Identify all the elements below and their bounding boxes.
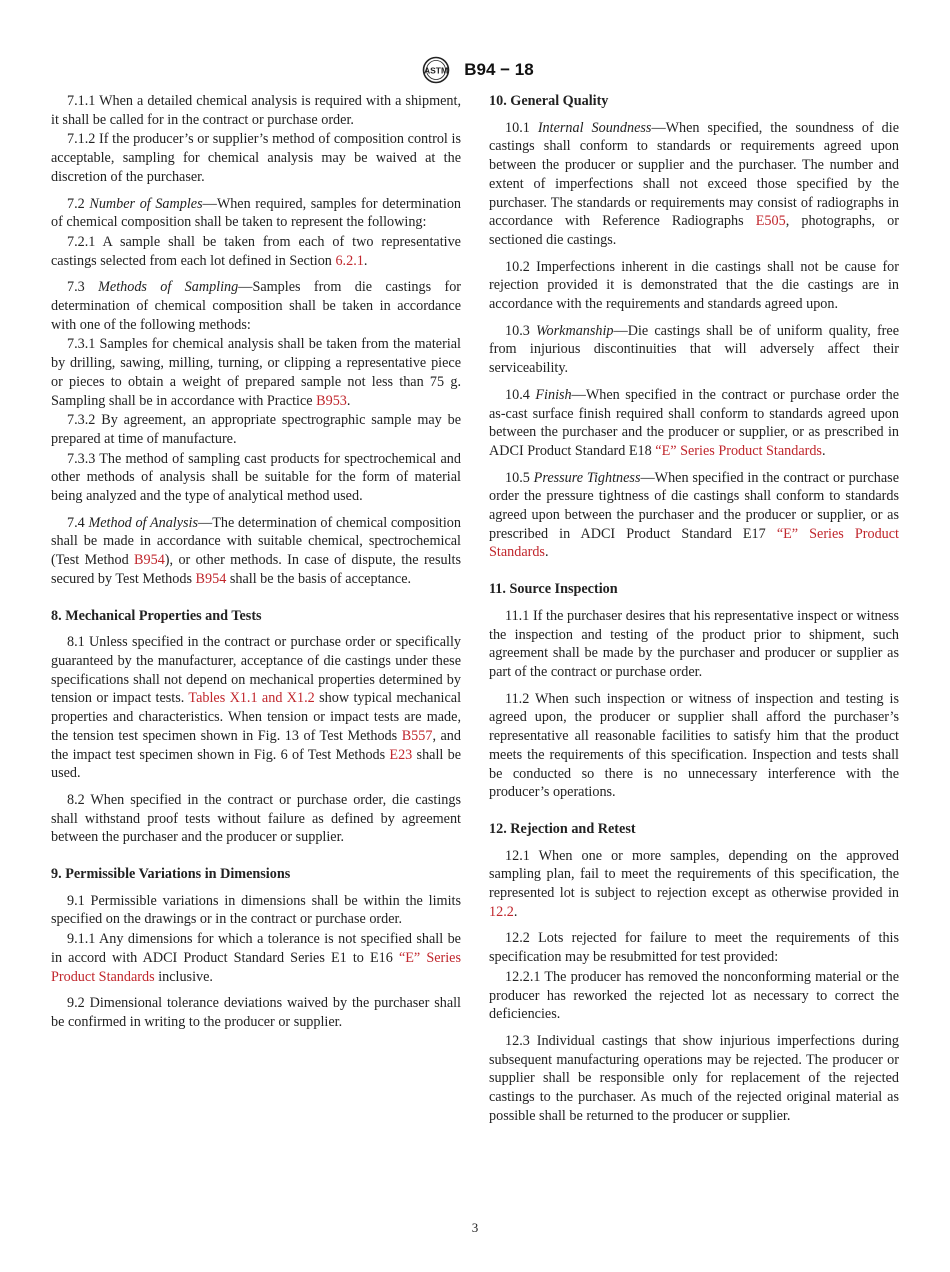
section-heading-11: 11. Source Inspection — [489, 581, 618, 598]
section-title: Method of Analysis — [88, 514, 199, 531]
e-series-standards-link[interactable]: “E” Series Product Standards — [51, 949, 461, 985]
paragraph-9-1-1: 9.1.1 Any dimensions for which a tolerance is not specified shall be in accord with ADCI Product Standard Series E1 to E16 “E” Series Product Standards inclusive. — [51, 931, 461, 985]
section-title: Number of Samples — [89, 195, 203, 212]
section-heading-10: 10. General Quality — [489, 93, 609, 109]
paragraph-11-1: 11.1 If the purchaser desires that his representative inspect or witness the inspection and testing of the product prior to shipment, such agreement shall be made by the purchaser and producer or supplier as part of the contract or purchase order. — [489, 607, 899, 680]
standard-designation: B94 − 18 — [464, 60, 534, 79]
section-title: Finish — [535, 386, 572, 403]
paragraph-12-2-1: 12.2.1 The producer has removed the nonconforming material or the producer has reworked the rejected lot as necessary to correct the deficiencies. — [489, 968, 899, 1023]
astm-logo-icon — [416, 56, 456, 84]
paragraph-10-5: 10.5 Pressure Tightness—When specified in the contract or purchase order the pressure tightness of die castings shall conform to standards agreed upon between the purchaser and the producer or supplier, or as prescribed in ADCI Product Standard E17 “E” Series Product Standards. — [489, 469, 900, 561]
paragraph-9-2: 9.2 Dimensional tolerance deviations waived by the purchaser shall be confirmed in writing to the producer or supplier. — [51, 995, 461, 1030]
section-title: Pressure Tightness — [533, 469, 641, 486]
page-header — [0, 55, 950, 85]
paragraph-7-1-2: 7.1.2 If the producer’s or supplier’s method of composition control is acceptable, sampling for chemical analysis may be waived at the discretion of the purchaser. — [51, 131, 461, 185]
paragraph-7-3-3: 7.3.3 The method of sampling cast products for spectrochemical and other methods of analysis shall be suitable for the form of material being analyzed and the type of analytical method used. — [51, 450, 461, 505]
paragraph-12-3: 12.3 Individual castings that show injurious imperfections during subsequent manufacturing operations may be rejected. The producer or supplier shall be responsible only for replacement of the rejected castings to the purchaser. As much of the rejected original material as possible shall be returned to the producer or supplier. — [489, 1032, 899, 1124]
section-12-2-link[interactable]: 12.2 — [489, 903, 514, 920]
section-title: Methods of Sampling — [98, 279, 239, 296]
section-title: Workmanship — [536, 322, 614, 339]
paragraph-7-2-1: 7.2.1 A sample shall be taken from each of two representative castings selected from each lot defined in Section 6.2.1. — [51, 233, 461, 269]
paragraph-11-2: 11.2 When such inspection or witness of inspection and testing is agreed upon, the producer or supplier shall afford the purchaser’s representative all reasonable facilities to satisfy him that the product meets the requirements of this specification. Inspection and tests shall be conducted so there is no unnecessary interference with the producer’s operations. — [489, 690, 899, 801]
paragraph-12-1: 12.1 When one or more samples, depending on the approved sampling plan, fail to meet the requirements of this specification, the represented lot is subject to rejection except as otherwise provided in 12.2. — [489, 847, 899, 920]
paragraph-9-1: 9.1 Permissible variations in dimensions shall be within the limits specified on the drawings or in the contract or purchase order. — [51, 892, 461, 928]
paragraph-7-3: 7.3 Methods of Sampling—Samples from die castings for determination of chemical composition shall be taken in accordance with one of the following methods: — [51, 279, 462, 333]
section-heading-8: 8. Mechanical Properties and Tests — [51, 607, 262, 624]
section-6-2-1-link[interactable]: 6.2.1 — [335, 252, 364, 269]
right-column — [489, 92, 899, 1133]
svg-text:ASTM: ASTM — [424, 65, 449, 76]
paragraph-7-2: 7.2 Number of Samples—When required, samples for determination of chemical composition shall be taken to represent the following: — [51, 195, 462, 231]
b953-link[interactable]: B953 — [316, 392, 347, 409]
section-heading-12: 12. Rejection and Retest — [489, 820, 636, 837]
paragraph-7-4: 7.4 Method of Analysis—The determination of chemical composition shall be made in accordance with suitable chemical, spectrochemical (Test Method B954), or other methods. In case of dispute, the results secured by Test Methods B954 shall be the basis of acceptance. — [51, 514, 461, 587]
paragraph-8-2: 8.2 When specified in the contract or purchase order, die castings shall withstand proof tests without failure as defined by agreement between the purchaser and the producer or supplier. — [51, 791, 461, 846]
e23-link[interactable]: E23 — [389, 746, 413, 763]
page-number: 3 — [471, 1220, 479, 1235]
b954-link[interactable]: B954 — [134, 552, 165, 569]
paragraph-10-4: 10.4 Finish—When specified in the contract or purchase order the as-cast surface finish required shall conform to standards agreed upon between the purchaser and the producer or supplier, or as prescribed in ADCI Product Standard E18 “E” Series Product Standards. — [489, 386, 899, 459]
tables-x1-link[interactable]: Tables X1.1 and X1.2 — [188, 690, 315, 707]
paragraph-12-2: 12.2 Lots rejected for failure to meet the requirements of this specification may be resubmitted for test provided: — [489, 930, 899, 966]
e505-link[interactable]: E505 — [755, 213, 786, 230]
e-series-standards-link[interactable]: “E” Series Product Standards — [655, 442, 822, 459]
paragraph-7-3-1: 7.3.1 Samples for chemical analysis shall be taken from the material by drilling, sawing, milling, turning, or clipping a representative piece or pieces to obtain a weight of prepared sample not less than 75 g. Sampling shall be in accordance with Practice B953. — [51, 336, 461, 409]
section-heading-9: 9. Permissible Variations in Dimensions — [51, 866, 291, 883]
paragraph-7-3-2: 7.3.2 By agreement, an appropriate spectrographic sample may be prepared at time of manufacture. — [51, 412, 461, 447]
paragraph-10-2: 10.2 Imperfections inherent in die castings shall not be cause for rejection provided it is demonstrated that the die castings are in accordance with the requirements and standards agreed upon. — [489, 258, 899, 313]
left-column — [51, 92, 461, 1040]
paragraph-10-1: 10.1 Internal Soundness—When specified, the soundness of die castings shall conform to standards or requirements agreed upon between the producer or supplier and the purchaser. The number and extent of imperfections shall not exceed those specified by the purchaser. The standards or requirements may consist of radiographs in accordance with Reference Radiographs E505, photographs, or sectioned die castings. — [489, 119, 900, 248]
section-title: Internal Soundness — [537, 119, 652, 136]
e-series-standards-link[interactable]: “E” Series Product Standards — [489, 525, 900, 561]
paragraph-10-3: 10.3 Workmanship—Die castings shall be of uniform quality, free from injurious discontinuities that will adversely affect their serviceability. — [489, 322, 899, 377]
paragraph-8-1: 8.1 Unless specified in the contract or purchase order or specifically guaranteed by the manufacturer, acceptance of die castings under these specifications shall not depend on mechanical properties determined by tension or impact tests. Tables X1.1 and X1.2 show typical mechanical properties and characteristics. When tension or impact tests are made, the tension test specimen shown in Fig. 13 of Test Methods B557, and the impact test specimen shown in Fig. 6 of Test Methods E23 shall be used. — [51, 634, 462, 782]
b954-link[interactable]: B954 — [195, 570, 227, 587]
b557-link[interactable]: B557 — [401, 727, 433, 744]
paragraph-7-1-1: 7.1.1 When a detailed chemical analysis is required with a shipment, it shall be called for in the contract or purchase order. — [51, 93, 461, 128]
